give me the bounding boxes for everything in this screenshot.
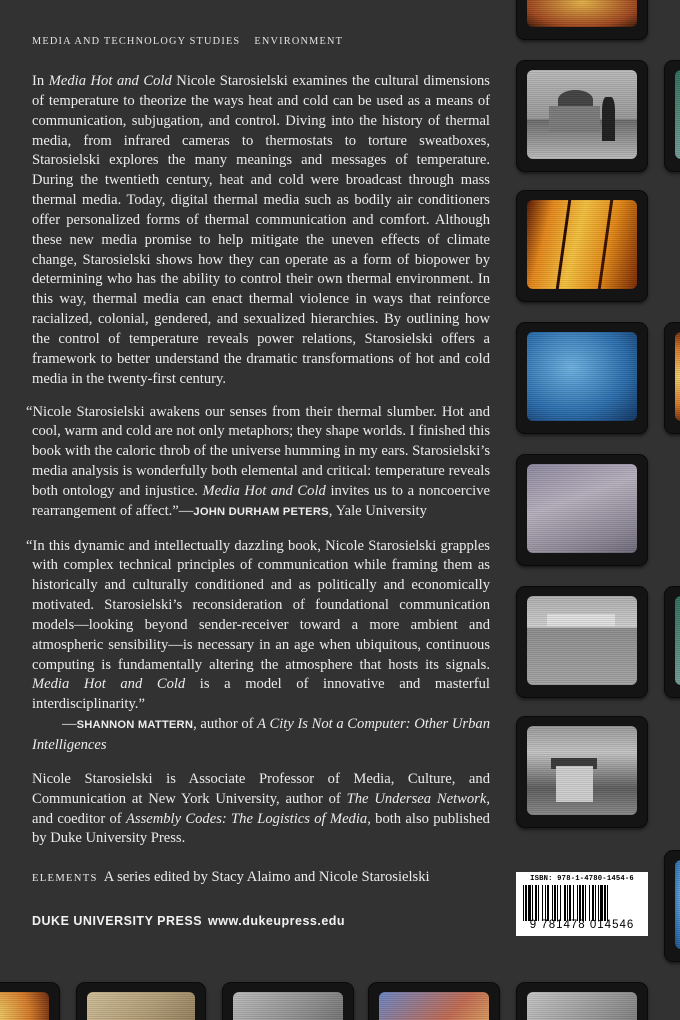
barcode-bar: [600, 885, 603, 921]
tv-monitor-image: [516, 586, 648, 698]
tv-monitor-image: [664, 60, 680, 172]
tv-monitor-image: [516, 60, 648, 172]
isbn-barcode: [516, 872, 648, 936]
barcode-bar: [547, 885, 549, 921]
tv-monitor-image: [664, 850, 680, 962]
barcode-bar: [560, 885, 561, 921]
barcode-bar: [538, 885, 539, 921]
blurb-mattern: “In this dynamic and intellectually dazzling book, Nicole Starosielski grapples with complex technical principles of communication while framing them as historically and culturally conditioned and as politically and economically motivated. Starosielski’s reconsideration of foundational communication models—looking beyond sender-receiver toward a more ambient and atmospheric sensibility—is necessary in an age when ubiquitous, continuous computing is fundamentally altering the atmosphere that hosts its signals. Media Hot and Cold is a model of innovative and masterful interdisciplinarity.” —SHANNON MATTERN, author of A City Is Not a Computer: Other Urban Intelligences: [32, 537, 490, 756]
barcode-bar: [528, 885, 531, 921]
barcode-bar: [573, 885, 574, 921]
barcode-bar: [557, 885, 558, 921]
barcode-bar: [595, 885, 596, 921]
tv-monitor-image: [516, 454, 648, 566]
barcode-bar: [545, 885, 546, 921]
category-label: [32, 36, 343, 47]
tv-monitor-image: [516, 322, 648, 434]
blurb-author: JOHN DURHAM PETERS: [193, 505, 329, 518]
blurb-peters: “Nicole Starosielski awakens our senses from their thermal slumber. Hot and cool, warm and cold are not only metaphors; they shape worlds. I finished this book with the caloric throb of the universe humming in my ears. Starosielski’s media analysis is wonderfully both elemental and critical: temperature reveals both ontology and injustice. Media Hot and Cold invites us to a noncoercive rearrangement of affect.”—JOHN DURHAM PETERS, Yale University: [26, 403, 490, 519]
barcode-bar: [567, 885, 568, 921]
tv-monitor-image: [664, 322, 680, 434]
publisher-name: DUKE UNIVERSITY PRESS: [32, 914, 203, 928]
barcode-bar: [577, 885, 578, 921]
blurb-author: SHANNON MATTERN: [76, 719, 194, 732]
barcode-bar: [525, 885, 527, 921]
publisher-url: www.dukeupress.edu: [208, 914, 346, 928]
tv-monitor-image: [516, 0, 648, 40]
book-description: In Media Hot and Cold Nicole Starosielski examines the cultural dimensions of temperature to theorize the ways heat and cold can be used as a means of communication, subjugation, and control. Diving into the history of thermal media, from infrared cameras to thermostats to torture sweatboxes, Starosielski explores the many meanings and messages of temperature. During the twentieth century, heat and cold were broadcast through mass thermal media. Today, digital thermal media such as bodily air conditioners offer personalized forms of thermal communication and comfort. Although these new media promise to help mitigate the uneven effects of climate change, Starosielski shows how they can operate as a form of biopower by determining who has the ability to control their own thermal environment. In this way, thermal media can enact thermal violence in ways that reinforce racialized, colonial, gendered, and sexualized hierarchies. By outlining how the control of temperature reveals power relations, Starosielski offers a framework to better understand the dramatic transformations of hot and cold media in the twenty-first century.: [32, 73, 490, 387]
barcode-bar: [579, 885, 581, 921]
barcode-bar: [535, 885, 537, 921]
tv-monitor-image: [76, 982, 206, 1020]
barcode-bar: [523, 885, 524, 921]
tv-monitor-image: [516, 982, 648, 1020]
barcode-digits: 9 781478 014546: [529, 919, 635, 931]
barcode-bar: [592, 885, 594, 921]
barcode-bar: [569, 885, 571, 921]
series-text: A series edited by Stacy Alaimo and Nicole Starosielski: [103, 869, 430, 885]
publisher-line: [32, 914, 345, 928]
blurb-attribution: —SHANNON MATTERN, author of A City Is Not a Computer: Other Urban Intelligences: [32, 716, 490, 753]
isbn-text: ISBN: 978-1-4780-1454-6: [530, 875, 634, 883]
category-secondary: ENVIRONMENT: [254, 36, 344, 47]
barcode-bar: [532, 885, 533, 921]
barcode-bar: [585, 885, 586, 921]
barcode-bar: [607, 885, 608, 921]
barcode-bar: [542, 885, 543, 921]
series-label: ELEMENTS: [32, 873, 98, 884]
barcode-bar: [589, 885, 590, 921]
tv-monitor-image: [0, 982, 60, 1020]
tv-monitor-image: [368, 982, 500, 1020]
barcode-bar: [604, 885, 606, 921]
barcode-bar: [564, 885, 566, 921]
barcode-bar: [552, 885, 553, 921]
tv-monitor-image: [516, 190, 648, 302]
barcode-bar: [598, 885, 599, 921]
tv-monitor-image: [516, 716, 648, 828]
tv-monitor-image: [222, 982, 354, 1020]
tv-monitor-image: [664, 586, 680, 698]
barcode-bar: [554, 885, 556, 921]
barcode-bar: [582, 885, 584, 921]
text-column: [26, 72, 490, 849]
series-line: [32, 869, 430, 886]
author-bio: Nicole Starosielski is Associate Professor of Media, Culture, and Communication at New York University, author of The Undersea Network, and coeditor of Assembly Codes: The Logistics of Media, both also published by Duke University Press.: [32, 770, 490, 847]
category-primary: MEDIA AND TECHNOLOGY STUDIES: [32, 36, 241, 47]
title-italic: Media Hot and Cold: [48, 73, 172, 89]
barcode-bars: [521, 885, 643, 921]
